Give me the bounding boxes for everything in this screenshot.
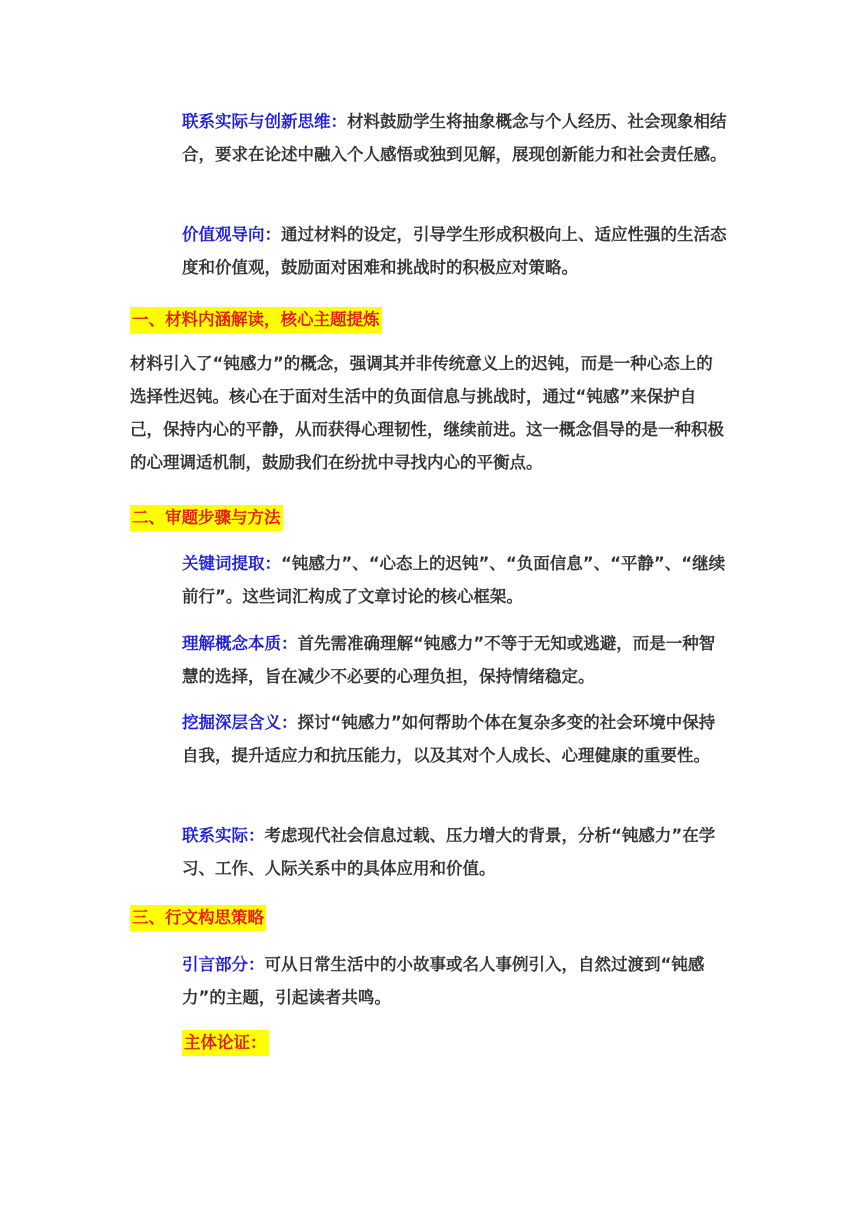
intro-part-label: 引言部分：	[182, 955, 265, 974]
practice-label: 联系实际：	[182, 826, 265, 845]
intro-values-label: 价值观导向：	[182, 225, 281, 244]
section2-item-concept	[182, 627, 728, 693]
section3-heading: 三、行文构思策略	[130, 905, 266, 931]
keywords-label: 关键词提取：	[182, 554, 281, 573]
intro-creative-text: 材料鼓励学生将抽象概念与个人经历、社会现象相结合，要求在论述中融入个人感悟或独到见解，展现创新能力和社会责任感。	[182, 112, 727, 164]
intro-creative-label: 联系实际与创新思维：	[182, 112, 347, 131]
keywords-text: “钝感力”、“心态上的迟钝”、“负面信息”、“平静”、“继续前行”。这些词汇构成了文章讨论的核心框架。	[182, 554, 726, 606]
section3-intro-item	[182, 948, 728, 1014]
intro-values-paragraph	[182, 218, 728, 284]
practice-text: 考虑现代社会信息过载、压力增大的背景，分析“钝感力”在学习、工作、人际关系中的具体应用和价值。	[182, 826, 716, 878]
section1-body: 材料引入了“钝感力”的概念，强调其并非传统意义上的迟钝，而是一种心态上的选择性迟钝。核心在于面对生活中的负面信息与挑战时，通过“钝感”来保护自己，保持内心的平静，从而获得心理韧性，继续前进。这一概念倡导的是一种积极的心理调适机制，鼓励我们在纷扰中寻找内心的平衡点。	[130, 354, 724, 472]
concept-label: 理解概念本质：	[182, 634, 298, 653]
intro-creative-paragraph	[182, 105, 728, 171]
concept-text: 首先需准确理解“钝感力”不等于无知或逃避，而是一种智慧的选择，旨在减少不必要的心理负担，保持情绪稳定。	[182, 634, 716, 686]
intro-part-text: 可从日常生活中的小故事或名人事例引入，自然过渡到“钝感力”的主题，引起读者共鸣。	[182, 955, 705, 1007]
main-argument-heading: 主体论证：	[182, 1030, 269, 1056]
meaning-text: 探讨“钝感力”如何帮助个体在复杂多变的社会环境中保持自我，提升适应力和抗压能力，以及其对个人成长、心理健康的重要性。	[182, 713, 716, 765]
section1-heading: 一、材料内涵解读，核心主题提炼	[130, 307, 382, 333]
section2-item-meaning	[182, 706, 728, 772]
section2-item-keywords	[182, 547, 728, 613]
section2-item-practice	[182, 819, 728, 885]
meaning-label: 挖掘深层含义：	[182, 713, 298, 732]
intro-values-text: 通过材料的设定，引导学生形成积极向上、适应性强的生活态度和价值观，鼓励面对困难和挑战时的积极应对策略。	[182, 225, 727, 277]
section2-heading: 二、审题步骤与方法	[130, 505, 283, 531]
